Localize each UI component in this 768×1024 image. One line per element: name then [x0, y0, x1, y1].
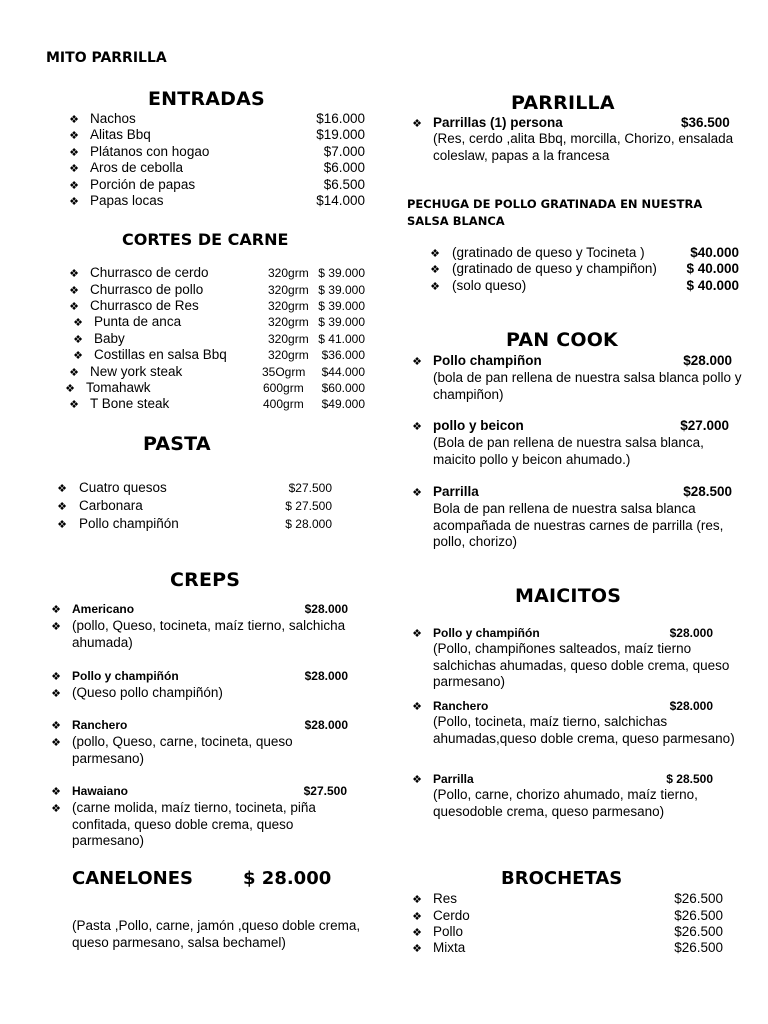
- menu-item-weight: 320grm: [268, 266, 309, 280]
- diamond-bullet-icon: ❖: [430, 264, 440, 276]
- bullet: [50, 783, 62, 800]
- section-title-creps: CREPS: [170, 569, 241, 591]
- bullet: [68, 193, 80, 210]
- diamond-bullet-icon: ❖: [412, 927, 422, 939]
- menu-item-weight: 35Ogrm: [262, 365, 306, 379]
- menu-item-price: $16.000: [316, 111, 365, 126]
- menu-item-description: (carne molida, maíz tierno, tocineta, piña confitada, queso doble crema, queso parmesano): [72, 800, 316, 848]
- menu-item-description: (Pollo, carne, chorizo ahumado, maíz tierno, quesodoble crema, queso parmesano): [433, 787, 698, 819]
- menu-item-price: $ 39.000: [318, 266, 365, 280]
- bullet: [429, 278, 441, 295]
- parrilla-item-description: (Res, cerdo ,alita Bbq, morcilla, Chorizo, ensalada coleslaw, papas a la francesa: [433, 131, 734, 163]
- bullet: [50, 668, 62, 685]
- diamond-bullet-icon: ❖: [430, 248, 440, 260]
- menu-item-price: $7.000: [323, 144, 365, 159]
- menu-item-price: $6.500: [323, 177, 365, 192]
- menu-item-name: Cerdo: [433, 908, 470, 923]
- menu-item-price: $ 39.000: [318, 315, 365, 329]
- diamond-bullet-icon: ❖: [51, 720, 61, 732]
- section-title-entradas: ENTRADAS: [148, 88, 265, 110]
- menu-item-price: $27.500: [303, 784, 347, 798]
- menu-item-price: $ 39.000: [318, 299, 365, 313]
- menu-item-name: Parrilla: [433, 484, 479, 499]
- bullet: [68, 282, 80, 299]
- menu-item-name: Punta de anca: [94, 314, 182, 329]
- bullet: [68, 160, 80, 177]
- menu-item-price: $ 39.000: [318, 283, 365, 297]
- canelones-description: (Pasta ,Pollo, carne, jamón ,queso doble crema, queso parmesano, salsa bechamel): [72, 918, 361, 950]
- diamond-bullet-icon: ❖: [412, 774, 422, 786]
- menu-item-name: (solo queso): [452, 278, 527, 293]
- section-title-pancook: PAN COOK: [506, 329, 618, 351]
- diamond-bullet-icon: ❖: [57, 519, 67, 531]
- menu-item-price: $ 28.500: [666, 772, 713, 786]
- menu-item-weight: 400grm: [263, 397, 304, 411]
- menu-item-name: Churrasco de Res: [90, 298, 199, 313]
- diamond-bullet-icon: ❖: [69, 163, 79, 175]
- bullet: [56, 498, 68, 515]
- diamond-bullet-icon: ❖: [69, 301, 79, 313]
- bullet: [72, 331, 84, 348]
- diamond-bullet-icon: ❖: [51, 688, 61, 700]
- section-title-cortes: CORTES DE CARNE: [122, 230, 289, 249]
- parrilla-item-price: $36.500: [681, 115, 730, 130]
- menu-item-price: $36.000: [321, 348, 365, 362]
- menu-item-name: Res: [433, 891, 458, 906]
- diamond-bullet-icon: ❖: [57, 501, 67, 513]
- menu-item-name: Churrasco de cerdo: [90, 265, 209, 280]
- canelones-price: $ 28.000: [243, 868, 332, 889]
- diamond-bullet-icon: ❖: [65, 383, 75, 395]
- menu-item-name: Plátanos con hogao: [90, 144, 210, 159]
- menu-item-price: $26.500: [674, 940, 723, 955]
- diamond-bullet-icon: ❖: [412, 911, 422, 923]
- bullet: [411, 484, 423, 501]
- diamond-bullet-icon: ❖: [412, 421, 422, 433]
- menu-item-price: $26.500: [674, 908, 723, 923]
- menu-item-description: (Pollo, tocineta, maíz tierno, salchichas ahumadas,queso doble crema, queso parmesano): [433, 714, 735, 746]
- menu-item-name: Nachos: [90, 111, 136, 126]
- bullet: [411, 698, 423, 715]
- bullet: [68, 111, 80, 128]
- menu-item-name: Cuatro quesos: [79, 480, 167, 495]
- menu-item-name: Porción de papas: [90, 177, 196, 192]
- bullet: [50, 800, 62, 817]
- menu-item-price: $28.000: [304, 718, 348, 732]
- menu-item-name: Parrilla: [433, 772, 474, 786]
- menu-item-name: New york steak: [90, 364, 183, 379]
- menu-item-weight: 320grm: [268, 348, 309, 362]
- diamond-bullet-icon: ❖: [69, 399, 79, 411]
- menu-item-price: $60.000: [321, 381, 365, 395]
- menu-item-weight: 320grm: [268, 315, 309, 329]
- bullet: [68, 265, 80, 282]
- menu-item-name: Churrasco de pollo: [90, 282, 204, 297]
- menu-item-name: Tomahawk: [86, 380, 151, 395]
- bullet: [50, 601, 62, 618]
- menu-item-name: Pollo y champiñón: [72, 669, 179, 683]
- diamond-bullet-icon: ❖: [51, 621, 61, 633]
- restaurant-name: MITO PARRILLA: [46, 50, 167, 66]
- diamond-bullet-icon: ❖: [412, 701, 422, 713]
- diamond-bullet-icon: ❖: [51, 604, 61, 616]
- diamond-bullet-icon: ❖: [412, 356, 422, 368]
- menu-item-name: T Bone steak: [90, 396, 170, 411]
- bullet: [68, 396, 80, 413]
- diamond-bullet-icon: ❖: [69, 114, 79, 126]
- bullet: [72, 347, 84, 364]
- diamond-bullet-icon: ❖: [73, 350, 83, 362]
- bullet: [68, 177, 80, 194]
- diamond-bullet-icon: ❖: [69, 180, 79, 192]
- bullet: [411, 924, 423, 941]
- menu-item-name: (gratinado de queso y Tocineta ): [452, 245, 645, 260]
- bullet: [68, 144, 80, 161]
- section-title-pechuga: PECHUGA DE POLLO GRATINADA EN NUESTRA SALSA BLANCA: [407, 197, 703, 228]
- menu-item-price: $28.000: [304, 669, 348, 683]
- bullet: [50, 685, 62, 702]
- menu-item-name: pollo y beicon: [433, 418, 524, 433]
- menu-item-price: $40.000: [690, 245, 739, 260]
- diamond-bullet-icon: ❖: [69, 147, 79, 159]
- diamond-bullet-icon: ❖: [69, 196, 79, 208]
- bullet: [411, 418, 423, 435]
- menu-item-description: (Pollo, champiñones salteados, maíz tierno salchichas ahumadas, queso doble crema, queso parmesano): [433, 641, 730, 689]
- diamond-bullet-icon: ❖: [69, 268, 79, 280]
- menu-item-name: Americano: [72, 602, 135, 616]
- menu-item-name: Pollo champiñon: [433, 353, 542, 368]
- menu-item-price: $ 27.500: [285, 499, 332, 513]
- menu-item-price: $6.000: [323, 160, 365, 175]
- menu-item-price: $44.000: [321, 365, 365, 379]
- menu-item-name: Costillas en salsa Bbq: [94, 347, 227, 362]
- bullet: [411, 908, 423, 925]
- menu-item-price: $49.000: [321, 397, 365, 411]
- bullet: [411, 625, 423, 642]
- bullet: [429, 261, 441, 278]
- diamond-bullet-icon: ❖: [430, 281, 440, 293]
- menu-item-price: $28.500: [683, 484, 732, 499]
- menu-item-description: Bola de pan rellena de nuestra salsa blanca acompañada de nuestras carnes de parrilla (res, pollo, chorizo): [433, 501, 724, 549]
- menu-item-price: $27.000: [680, 418, 729, 433]
- menu-item-price: $26.500: [674, 924, 723, 939]
- menu-item-price: $27.500: [288, 481, 332, 495]
- menu-item-name: Hawaiano: [72, 784, 129, 798]
- menu-item-name: Ranchero: [433, 699, 489, 713]
- menu-item-price: $ 40.000: [686, 261, 739, 276]
- bullet: [50, 717, 62, 734]
- diamond-bullet-icon: ❖: [51, 786, 61, 798]
- menu-item-price: $28.000: [683, 353, 732, 368]
- diamond-bullet-icon: ❖: [73, 334, 83, 346]
- menu-item-name: Mixta: [433, 940, 466, 955]
- diamond-bullet-icon: ❖: [73, 317, 83, 329]
- menu-item-description: (Queso pollo champiñón): [72, 685, 223, 700]
- menu-item-name: Baby: [94, 331, 125, 346]
- diamond-bullet-icon: ❖: [412, 628, 422, 640]
- menu-item-weight: 320grm: [268, 332, 309, 346]
- bullet: [56, 480, 68, 497]
- menu-item-price: $26.500: [674, 891, 723, 906]
- bullet: [68, 127, 80, 144]
- diamond-bullet-icon: ❖: [412, 894, 422, 906]
- diamond-bullet-icon: ❖: [69, 285, 79, 297]
- menu-item-price: $ 41.000: [318, 332, 365, 346]
- menu-item-name: Carbonara: [79, 498, 143, 513]
- menu-item-weight: 320grm: [268, 283, 309, 297]
- menu-item-name: Pollo champiñón: [79, 516, 179, 531]
- section-title-pasta: PASTA: [143, 433, 211, 455]
- menu-item-description: (pollo, Queso, carne, tocineta, queso parmesano): [72, 734, 293, 766]
- menu-item-price: $19.000: [316, 127, 365, 142]
- diamond-bullet-icon: ❖: [412, 487, 422, 499]
- parrilla-bullet: [411, 115, 423, 132]
- bullet: [72, 314, 84, 331]
- parrilla-item-name: Parrillas (1) persona: [433, 115, 563, 130]
- bullet: [68, 364, 80, 381]
- menu-item-weight: 320grm: [268, 299, 309, 313]
- diamond-bullet-icon: ❖: [69, 367, 79, 379]
- menu-item-name: Pollo y champiñón: [433, 626, 540, 640]
- menu-item-price: $14.000: [316, 193, 365, 208]
- menu-item-name: Ranchero: [72, 718, 128, 732]
- menu-item-name: Alitas Bbq: [90, 127, 151, 142]
- menu-item-price: $28.000: [304, 602, 348, 616]
- section-title-parrilla: PARRILLA: [511, 92, 615, 114]
- bullet: [68, 298, 80, 315]
- bullet: [50, 734, 62, 751]
- diamond-bullet-icon: ❖: [51, 737, 61, 749]
- bullet: [411, 891, 423, 908]
- menu-item-name: Pollo: [433, 924, 464, 939]
- menu-item-price: $ 28.000: [285, 517, 332, 531]
- menu-item-weight: 600grm: [263, 381, 304, 395]
- diamond-bullet-icon: ❖: [57, 483, 67, 495]
- bullet: [411, 940, 423, 957]
- menu-item-price: $ 40.000: [686, 278, 739, 293]
- diamond-bullet-icon: ❖: [51, 671, 61, 683]
- bullet: [50, 618, 62, 635]
- section-title-maicitos: MAICITOS: [515, 585, 622, 607]
- bullet: [64, 380, 76, 397]
- bullet: [411, 771, 423, 788]
- diamond-bullet-icon: ❖: [51, 803, 61, 815]
- menu-item-description: (pollo, Queso, tocineta, maíz tierno, salchicha ahumada): [72, 618, 346, 650]
- bullet: [429, 245, 441, 262]
- diamond-bullet-icon: ❖: [69, 130, 79, 142]
- bullet: [411, 353, 423, 370]
- section-title-canelones: CANELONES: [72, 868, 193, 889]
- diamond-bullet-icon: ❖: [412, 118, 422, 130]
- menu-item-name: Aros de cebolla: [90, 160, 184, 175]
- menu-item-price: $28.000: [669, 699, 713, 713]
- menu-item-name: Papas locas: [90, 193, 164, 208]
- section-title-brochetas: BROCHETAS: [501, 868, 623, 889]
- menu-item-description: (bola de pan rellena de nuestra salsa blanca pollo y champiñon): [433, 370, 742, 402]
- bullet: [56, 516, 68, 533]
- diamond-bullet-icon: ❖: [412, 943, 422, 955]
- menu-item-name: (gratinado de queso y champiñon): [452, 261, 657, 276]
- menu-item-description: (Bola de pan rellena de nuestra salsa blanca, maicito pollo y beicon ahumado.): [433, 435, 704, 467]
- menu-item-price: $28.000: [669, 626, 713, 640]
